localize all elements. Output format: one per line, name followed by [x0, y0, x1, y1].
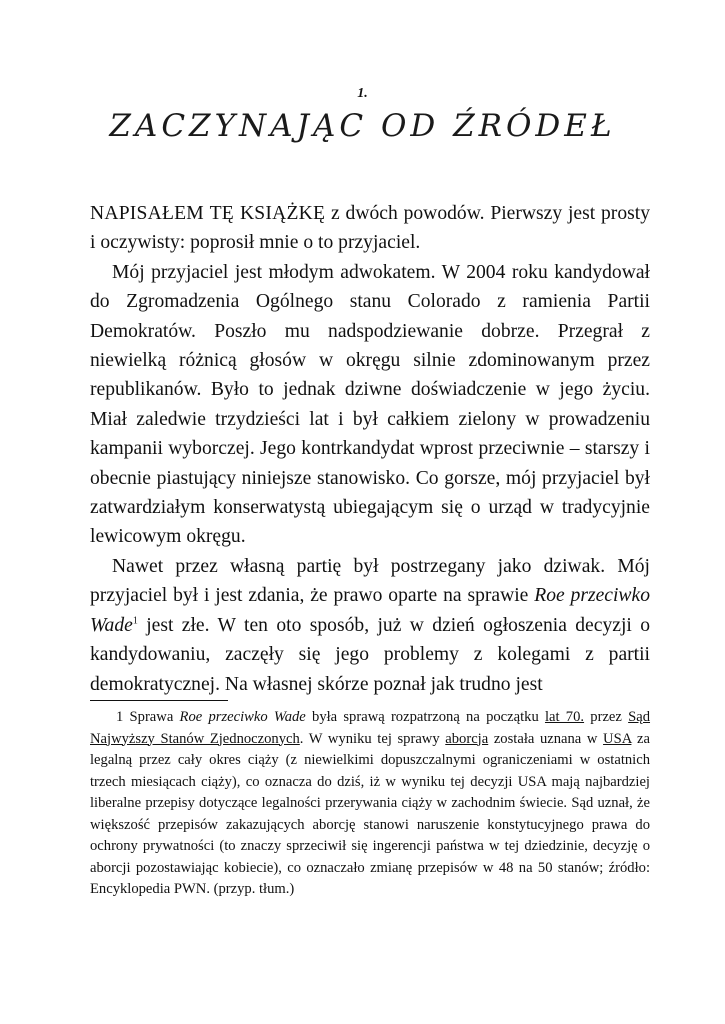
footnote-text: [90, 707, 650, 901]
paragraph-3: [90, 552, 650, 699]
link-usa[interactable]: USA: [603, 730, 632, 747]
case-name: Roe przeciwko Wade: [90, 585, 650, 636]
link-lat-70[interactable]: lat 70.: [544, 709, 585, 725]
footnote-marker: 1 Sprawa: [116, 709, 180, 725]
paragraph-1: [90, 199, 650, 258]
opening-caps: NAPISAŁEM TĘ KSIĄŻKĘ: [90, 203, 326, 224]
footnote-text-4: została uznana w: [488, 730, 604, 747]
chapter-title: ZACZYNAJĄC OD ŹRÓDEŁ: [109, 108, 616, 144]
paragraph-3-text-b: jest złe. W ten oto sposób, już w dzień ogłoszenia decyzji o kandydowaniu, zaczęły się jego problemy z kolegami z partii demokratycznej. Na własnej skórze poznał jak trudno jest: [90, 614, 650, 695]
footnote-text-1: była sprawą rozpatrzoną na początku: [305, 709, 545, 725]
link-aborcja[interactable]: aborcja: [445, 730, 489, 747]
link-sad-najwyzszy[interactable]: Sąd Najwyższy Stanów Zjednoczonych: [90, 709, 651, 747]
footnote-divider: [90, 700, 228, 701]
footnote-text-2: przez: [584, 709, 629, 725]
footnote-ref[interactable]: 1: [132, 615, 138, 627]
chapter-number: 1.: [357, 86, 368, 101]
footnote: [90, 707, 650, 901]
footnote-case-name: Roe przeciwko Wade: [179, 709, 306, 725]
paragraph-3-text-a: Nawet przez własną partię był postrzegany jako dziwak. Mój przyjaciel był i jest zdania, że prawo oparte na sprawie: [90, 555, 650, 607]
paragraph-1-text: z dwóch powodów. Pierwszy jest prosty i oczywisty: poprosił mnie o to przyjaciel.: [90, 203, 650, 254]
paragraph-2: Mój przyjaciel jest młodym adwokatem. W 2004 roku kandydował do Zgromadzenia Ogólnego stanu Colorado z ramienia Partii Demokratów. Poszło mu nadspodziewanie dobrze. Przegrał z niewielką różnicą głosów w okręgu silnie zdominowanym przez republikanów. Było to jednak dziwne doświadczenie w jego życiu. Miał zaledwie trzydzieści lat i był całkiem zielony w prowadzeniu kampanii wyborczej. Jego kontrkandydat wprost przeciwnie – starszy i obecnie piastujący niniejsze stanowisko. Co gorsze, mój przyjaciel był zatwardziałym konserwatystą ubiegającym się o urząd w tradycyjnie lewicowym okręgu.: [90, 261, 650, 548]
footnote-text-5: za legalną przez cały okres ciąży (z niewielkimi dopuszczalnymi ograniczeniami w ostatnich trzech miesiącach ciąży), co oznacza do dziś, iż w wyniku tej decyzji USA mają najbardziej liberalne przepisy dotyczące legalności przerywania ciąży w zachodnim świecie. Sąd uznał, że większość przepisów zakazujących aborcję stanowi naruszenie konstytucyjnego prawa do ochrony prywatności (to znaczy sprzeciwił się ingerencji państwa w tej dziedzinie, decyzję o aborcji pozostawiając kobiecie), co oznaczało zmianę przepisów w 48 na 50 stanów; źródło: Encyklopedia PWN. (przyp. tłum.): [90, 730, 651, 897]
body-text: [90, 199, 650, 699]
footnote-text-3: . W wyniku tej sprawy: [299, 730, 446, 747]
